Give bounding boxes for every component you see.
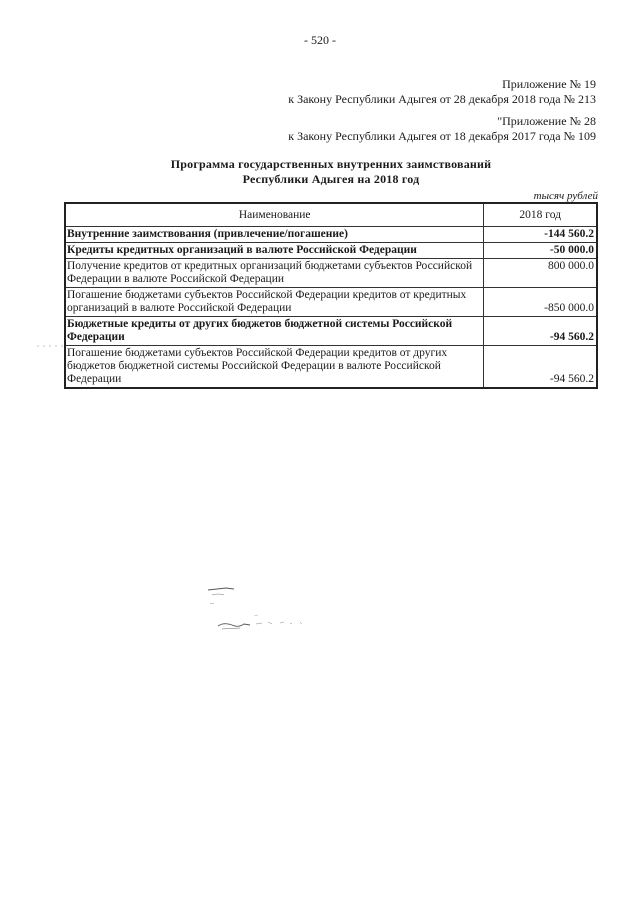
borrowing-program-table bbox=[64, 202, 598, 389]
header-name: Наименование bbox=[65, 203, 484, 227]
row-name: Получение кредитов от кредитных организаций бюджетами субъектов Российской Федерации в валюте Российской Федерации bbox=[65, 259, 484, 288]
table-row bbox=[65, 288, 597, 317]
document-title bbox=[64, 157, 598, 187]
row-value: -850 000.0 bbox=[484, 288, 597, 317]
table-row bbox=[65, 259, 597, 288]
row-name: Погашение бюджетами субъектов Российской Федерации кредитов от других бюджетов бюджетной системы Российской Федерации в валюте Российской Федерации bbox=[65, 346, 484, 389]
scan-dots-decoration bbox=[36, 344, 66, 348]
page-number: - 520 - bbox=[304, 33, 336, 47]
row-value: -94 560.2 bbox=[484, 346, 597, 389]
row-value: -50 000.0 bbox=[484, 243, 597, 259]
row-name: Кредиты кредитных организаций в валюте Российской Федерации bbox=[65, 243, 484, 259]
signature-scribble bbox=[204, 580, 324, 640]
appendix-original-number: "Приложение № 28 bbox=[497, 114, 596, 128]
row-name: Бюджетные кредиты от других бюджетов бюджетной системы Российской Федерации bbox=[65, 317, 484, 346]
table-row bbox=[65, 227, 597, 243]
table-header-row bbox=[65, 203, 597, 227]
row-name: Внутренние заимствования (привлечение/погашение) bbox=[65, 227, 484, 243]
table-row bbox=[65, 317, 597, 346]
table-row bbox=[65, 346, 597, 389]
row-value: -94 560.2 bbox=[484, 317, 597, 346]
appendix-original-law: к Закону Республики Адыгея от 18 декабря 2017 года № 109 bbox=[288, 129, 596, 143]
document-title-line-2: Республики Адыгея на 2018 год bbox=[242, 172, 420, 186]
table-row bbox=[65, 243, 597, 259]
appendix-current bbox=[288, 77, 596, 107]
appendix-current-number: Приложение № 19 bbox=[502, 77, 596, 91]
header-year: 2018 год bbox=[484, 203, 597, 227]
document-title-line-1: Программа государственных внутренних заимствований bbox=[170, 157, 492, 171]
row-value: -144 560.2 bbox=[484, 227, 597, 243]
appendix-current-law: к Закону Республики Адыгея от 28 декабря 2018 года № 213 bbox=[288, 92, 596, 106]
unit-label: тысяч рублей bbox=[533, 190, 598, 202]
appendix-original bbox=[288, 114, 596, 144]
row-name: Погашение бюджетами субъектов Российской Федерации кредитов от кредитных организаций в валюте Российской Федерации bbox=[65, 288, 484, 317]
row-value: 800 000.0 bbox=[484, 259, 597, 288]
